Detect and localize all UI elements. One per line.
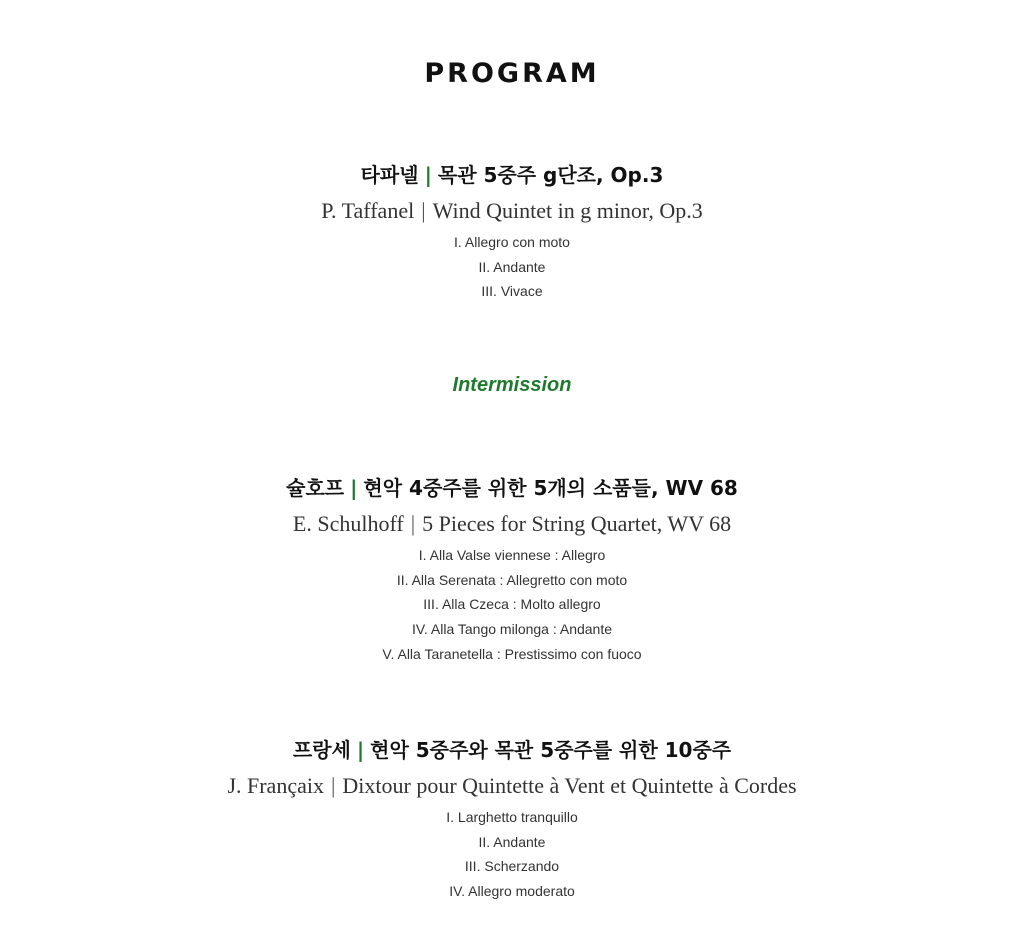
english-divider: |	[410, 511, 416, 536]
intermission-label: Intermission	[452, 374, 572, 396]
korean-composer: 슐호프	[286, 476, 345, 500]
program-piece-francaix	[0, 737, 1024, 904]
movement-item: III. Alla Czeca : Molto allegro	[423, 596, 601, 613]
english-title	[0, 509, 1024, 539]
korean-title	[0, 475, 1024, 501]
movement-list	[0, 805, 1024, 904]
title-divider: |	[350, 476, 358, 500]
korean-work: 목관 5중주 g단조, Op.3	[437, 163, 664, 187]
english-work: Wind Quintet in g minor, Op.3	[432, 198, 703, 223]
movement-item: IV. Alla Tango milonga : Andante	[411, 621, 613, 638]
movement-item: II. Andante	[478, 833, 546, 850]
korean-composer: 타파넬	[360, 163, 419, 187]
program-piece-taffanel	[0, 162, 1024, 304]
movement-item: III. Scherzando	[464, 858, 560, 875]
korean-work: 현악 4중주를 위한 5개의 소품들, WV 68	[363, 476, 738, 500]
title-divider: |	[424, 163, 432, 187]
page-title: PROGRAM	[424, 58, 600, 89]
english-title	[0, 771, 1024, 801]
english-composer: P. Taffanel	[321, 198, 415, 223]
movement-item: I. Larghetto tranquillo	[446, 809, 578, 825]
english-divider: |	[330, 773, 336, 798]
movement-item: IV. Allegro moderato	[449, 883, 575, 900]
english-work: 5 Pieces for String Quartet, WV 68	[422, 511, 732, 536]
english-title	[0, 196, 1024, 226]
korean-work: 현악 5중주와 목관 5중주를 위한 10중주	[370, 738, 732, 762]
title-divider: |	[356, 738, 365, 762]
english-divider: |	[421, 198, 426, 223]
korean-composer: 프랑세	[292, 738, 351, 762]
english-composer: J. Françaix	[227, 773, 324, 798]
movement-list	[0, 543, 1024, 667]
movement-item: III. Vivace	[481, 283, 543, 300]
program-piece-schulhoff	[0, 475, 1024, 667]
movement-item: II. Andante	[478, 258, 546, 275]
english-work: Dixtour pour Quintette à Vent et Quintette à Cordes	[342, 773, 797, 798]
movement-list	[0, 230, 1024, 304]
movement-item: I. Alla Valse viennese : Allegro	[418, 547, 606, 563]
korean-title	[0, 737, 1024, 763]
movement-item: V. Alla Taranetella : Prestissimo con fuoco	[382, 645, 642, 662]
english-composer: E. Schulhoff	[292, 511, 404, 536]
korean-title	[0, 162, 1024, 188]
movement-item: I. Allegro con moto	[454, 234, 570, 250]
movement-item: II. Alla Serenata : Allegretto con moto	[396, 571, 628, 588]
